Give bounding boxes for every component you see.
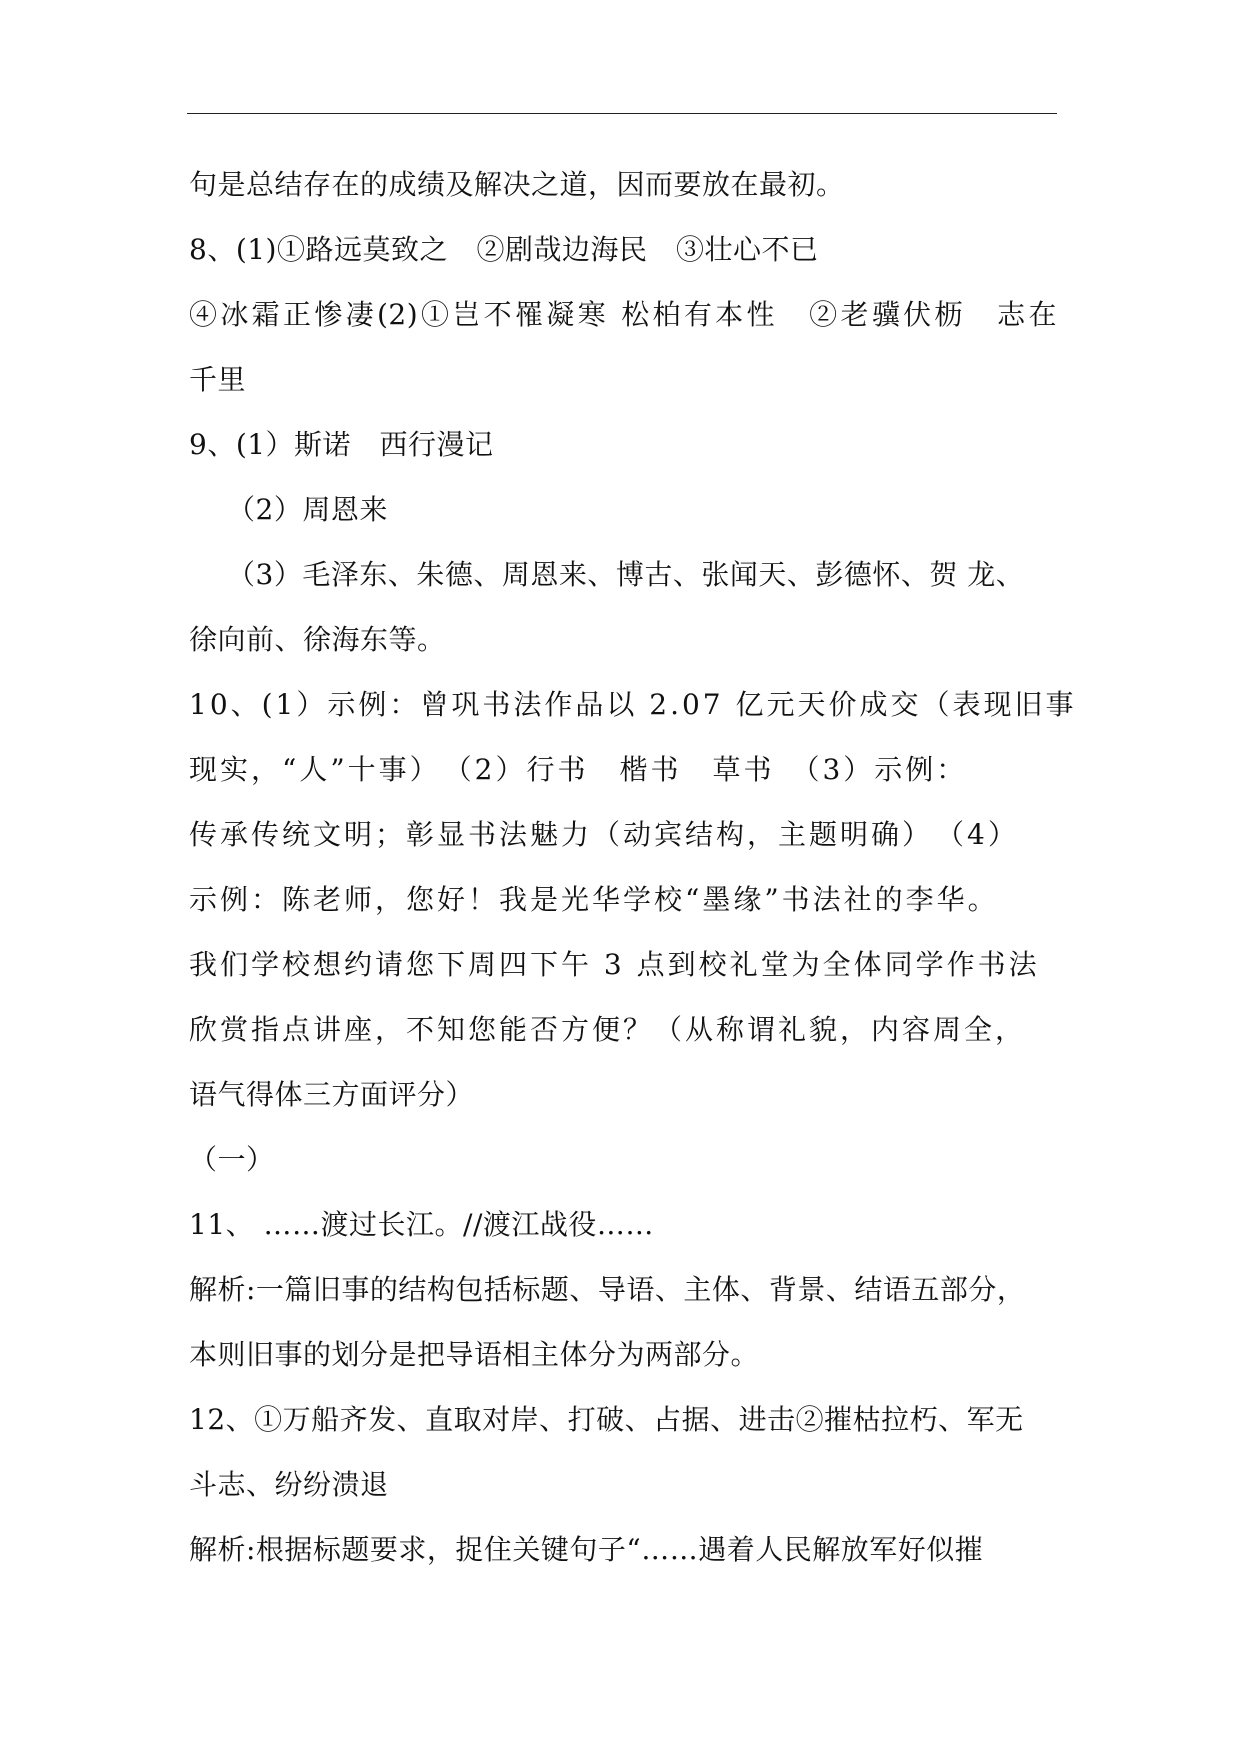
text-line: 现实，“人”十事） （2）行书 楷书 草书 （3）示例： (189, 753, 968, 786)
text-line: 解析:根据标题要求，捉住关键句子“……遇着人民解放军好似摧 (189, 1533, 984, 1566)
document-body (189, 152, 1077, 1582)
text-line: 本则旧事的划分是把导语相主体分为两部分。 (189, 1338, 760, 1371)
text-line: （2）周恩来 (227, 493, 388, 526)
text-line: 10、(1）示例：曾巩书法作品以 2.07 亿元天价成交（表现旧事 (189, 688, 1077, 721)
text-line: 欣赏指点讲座，不知您能否方便？（从称谓礼貌，内容周全， (189, 1013, 1027, 1046)
text-line: 语气得体三方面评分） (189, 1078, 475, 1111)
text-line: ④冰霜正惨凄(2)①岂不罹凝寒 松柏有本性 ②老骥伏枥 志在 (189, 298, 1057, 331)
header-rule (187, 113, 1057, 114)
text-line: 斗志、纷纷溃退 (189, 1468, 389, 1501)
text-line: 示例：陈老师，您好！我是光华学校“墨缘”书法社的李华。 (189, 883, 999, 916)
text-line: 解析:一篇旧事的结构包括标题、导语、主体、背景、结语五部分， (189, 1273, 1026, 1306)
text-line: 千里 (189, 363, 247, 396)
text-line: 传承传统文明；彰显书法魅力（动宾结构，主题明确） （4） (189, 818, 1019, 851)
text-line: 11、 ……渡过长江。//渡江战役…… (189, 1208, 654, 1241)
text-line: 9、(1）斯诺 西行漫记 (189, 428, 494, 461)
section-heading: （一） (189, 1143, 275, 1176)
text-line: 我们学校想约请您下周四下午 3 点到校礼堂为全体同学作书法 (189, 948, 1040, 981)
text-line: 句是总结存在的成绩及解决之道，因而要放在最初。 (189, 168, 845, 201)
text-line: 12、①万船齐发、直取对岸、打破、占据、进击②摧枯拉朽、军无 (189, 1403, 1024, 1436)
text-line: 徐向前、徐海东等。 (189, 623, 446, 656)
text-line: （3）毛泽东、朱德、周恩来、博古、张闻天、彭德怀、贺 龙、 (227, 558, 1025, 591)
text-line: 8、(1)①路远莫致之 ②剧哉边海民 ③壮心不已 (189, 233, 819, 266)
